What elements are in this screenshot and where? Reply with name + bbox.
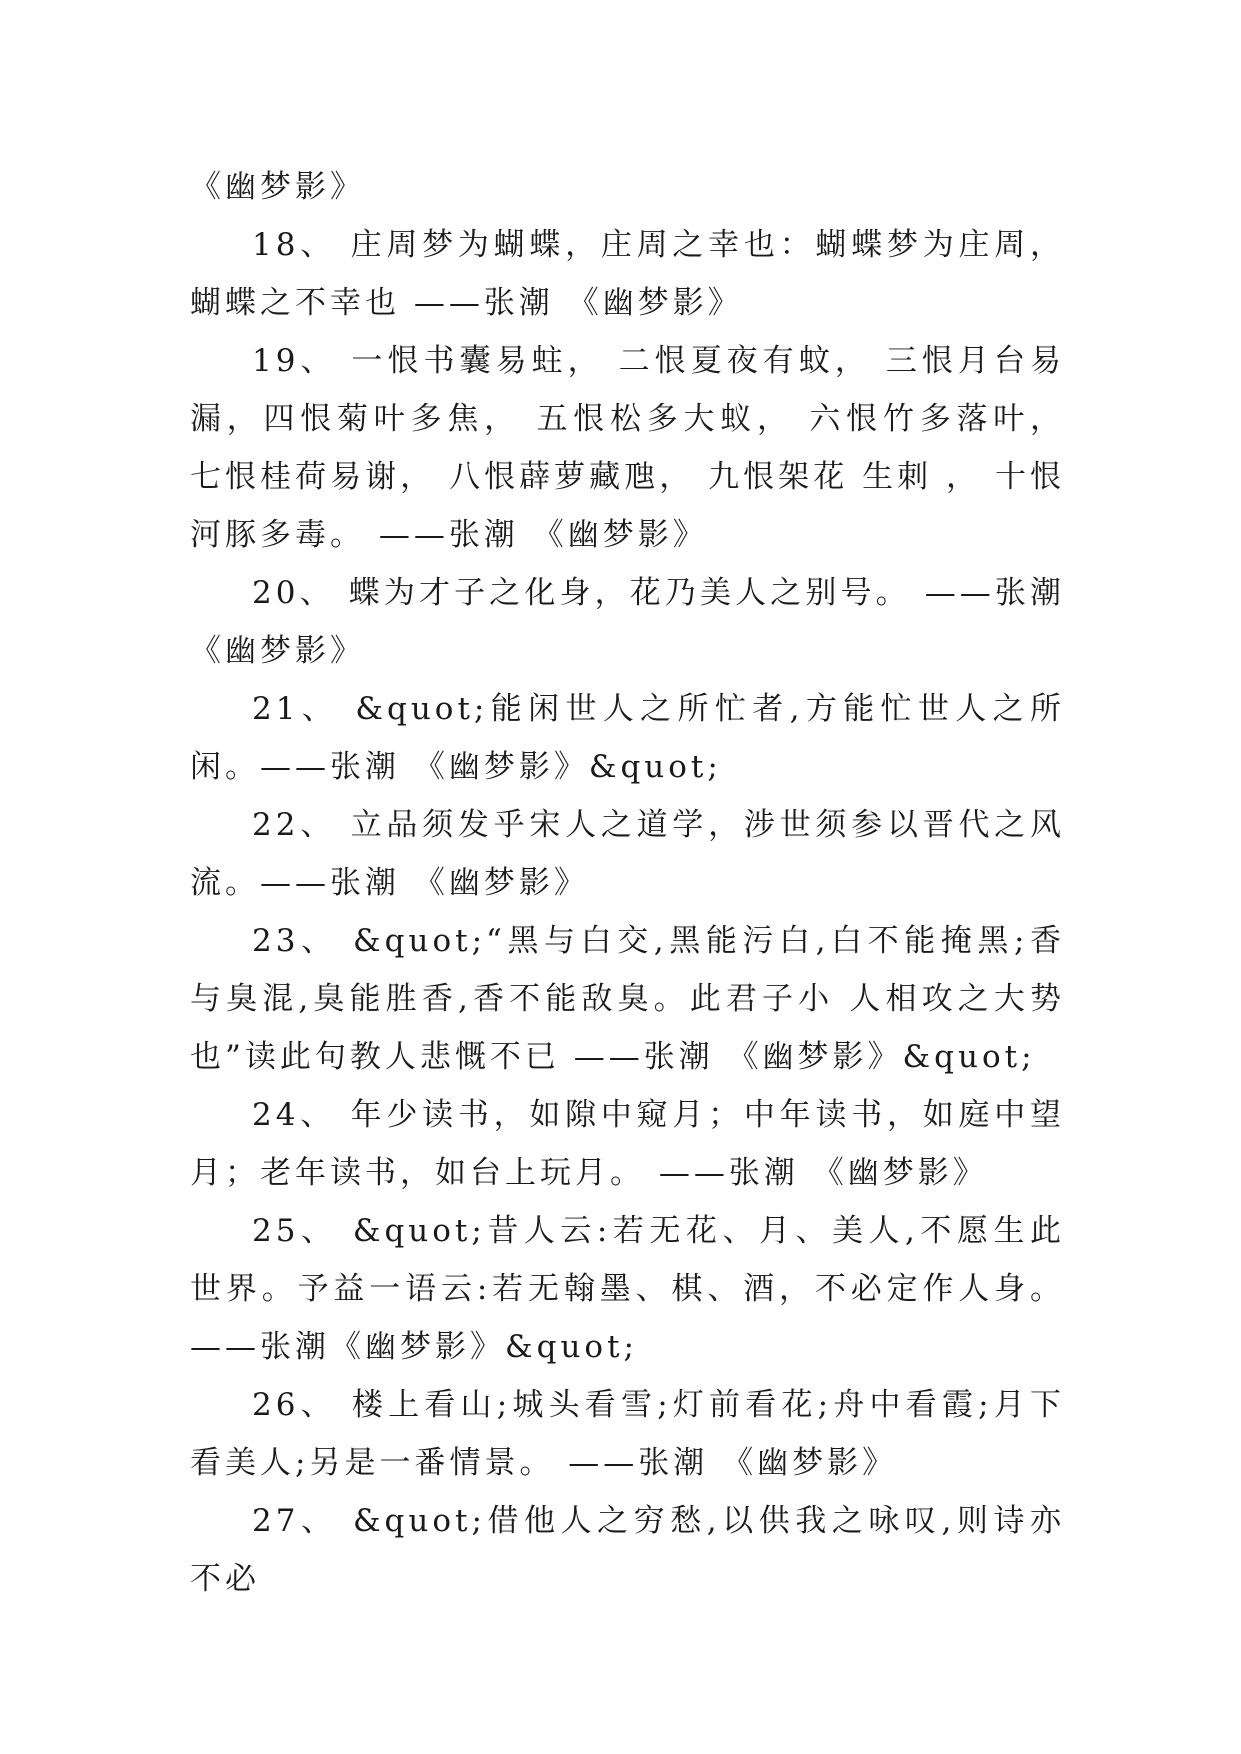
quote-list: [190, 158, 1065, 1608]
quote-24: 24、 年少读书，如隙中窥月；中年读书，如庭中望月；老年读书，如台上玩月。 ——张潮 《幽梦影》: [190, 1097, 1065, 1191]
paragraph-continuation: 《幽梦影》: [190, 169, 365, 205]
quote-18: 18、 庄周梦为蝴蝶，庄周之幸也：蝴蝶梦为庄周，蝴蝶之不幸也 ——张潮 《幽梦影》: [190, 227, 1065, 321]
quote-21: 21、 &quot;能闲世人之所忙者,方能忙世人之所闲。——张潮 《幽梦影》&quot;: [190, 691, 1065, 785]
quote-22: 22、 立品须发乎宋人之道学，涉世须参以晋代之风流。——张潮 《幽梦影》: [190, 807, 1065, 901]
quote-20: 20、 蝶为才子之化身，花乃美人之别号。 ——张潮《幽梦影》: [190, 575, 1065, 669]
quote-26: 26、 楼上看山;城头看雪;灯前看花;舟中看霞;月下看美人;另是一番情景。 ——张潮 《幽梦影》: [190, 1387, 1065, 1481]
quote-23: 23、 &quot;“黑与白交,黑能污白,白不能掩黑;香与臭混,臭能胜香,香不能敌臭。此君子小 人相攻之大势也”读此句教人悲慨不已 ——张潮 《幽梦影》&quot;: [190, 923, 1065, 1075]
quote-25: 25、 &quot;昔人云:若无花、月、美人,不愿生此世界。予益一语云:若无翰墨、棋、酒，不必定作人身。 ——张潮《幽梦影》&quot;: [190, 1213, 1065, 1365]
quote-27: 27、 &quot;借他人之穷愁,以供我之咏叹,则诗亦不必: [190, 1503, 1065, 1597]
quote-19: 19、 一恨书囊易蛀， 二恨夏夜有蚊， 三恨月台易漏，四恨菊叶多焦， 五恨松多大蚁， 六恨竹多落叶， 七恨桂荷易谢， 八恨薜萝藏虺， 九恨架花 生刺 ， 十恨河豚多毒。 ——张潮 《幽梦影》: [190, 343, 1065, 553]
